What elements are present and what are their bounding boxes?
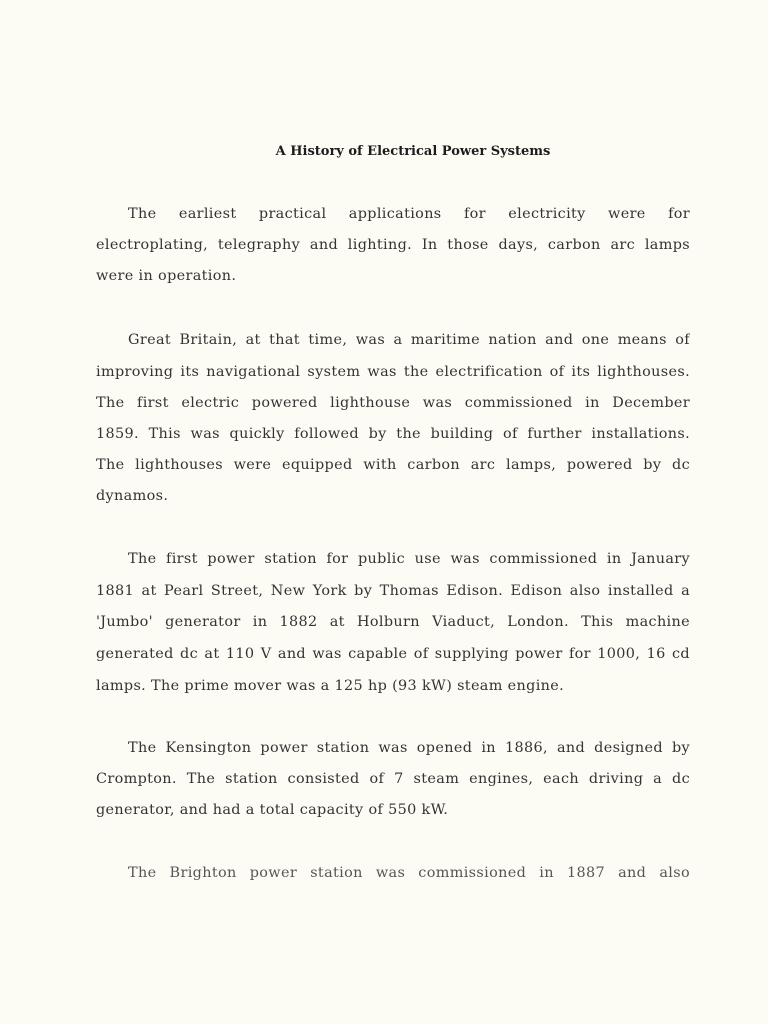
paragraph-2-line-4: 1859. This was quickly followed by the building of further installations. (96, 426, 690, 442)
paragraph-2-line-3: The first electric powered lighthouse was commissioned in December (96, 395, 690, 411)
paragraph-3-line-2: 1881 at Pearl Street, New York by Thomas Edison. Edison also installed a (96, 583, 690, 599)
paragraph-1-line-3: were in operation. (96, 268, 237, 284)
paragraph-4-line-3: generator, and had a total capacity of 550 kW. (96, 802, 449, 818)
paragraph-2-line-5: The lighthouses were equipped with carbon arc lamps, powered by dc (96, 457, 690, 473)
paragraph-1-line-1: The earliest practical applications for electricity were for (128, 206, 690, 222)
paragraph-3-line-5: lamps. The prime mover was a 125 hp (93 kW) steam engine. (96, 678, 565, 694)
paragraph-5-line-1: The Brighton power station was commissioned in 1887 and also (128, 865, 690, 881)
paragraph-3-line-3: 'Jumbo' generator in 1882 at Holburn Viaduct, London. This machine (96, 614, 690, 630)
paragraph-2-line-6: dynamos. (96, 488, 169, 504)
paragraph-3-line-4: generated dc at 110 V and was capable of supplying power for 1000, 16 cd (96, 646, 690, 662)
document-title: A History of Electrical Power Systems (275, 144, 551, 159)
paragraph-3-line-1: The first power station for public use was commissioned in January (128, 551, 690, 567)
paragraph-1-line-2: electroplating, telegraphy and lighting. In those days, carbon arc lamps (96, 237, 690, 253)
paragraph-4-line-2: Crompton. The station consisted of 7 steam engines, each driving a dc (96, 771, 690, 787)
paragraph-4-line-1: The Kensington power station was opened in 1886, and designed by (128, 740, 690, 756)
paragraph-2-line-2: improving its navigational system was the electrification of its lighthouses. (96, 364, 690, 380)
paragraph-2-line-1: Great Britain, at that time, was a maritime nation and one means of (128, 332, 690, 348)
